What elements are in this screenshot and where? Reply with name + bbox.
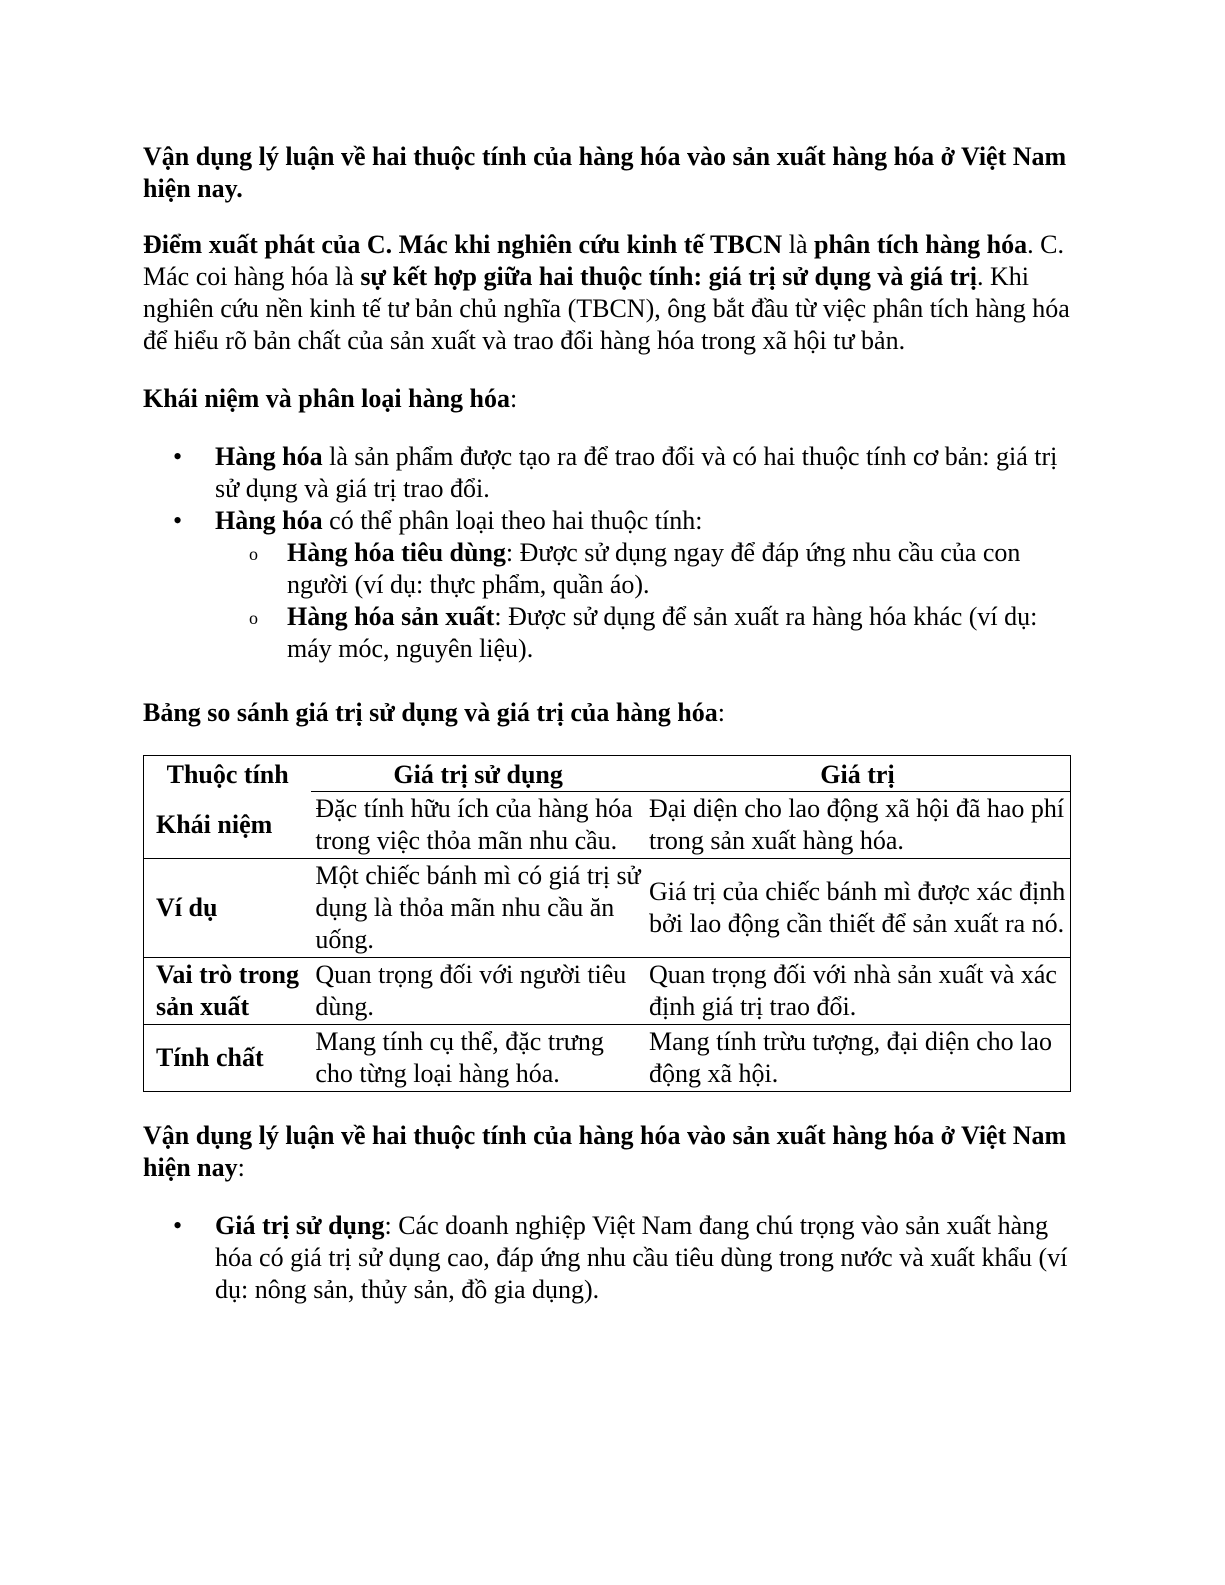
intro-bold-3: sự kết hợp giữa hai thuộc tính: giá trị sử dụng và giá trị	[360, 262, 977, 291]
table-header-cell: Giá trị	[645, 756, 1071, 792]
sublist-item-text: : Được sử dụng để sản xuất ra hàng hóa khác (ví dụ: máy móc, nguyên liệu).	[287, 602, 1038, 663]
list-item	[143, 441, 1073, 505]
bullet-icon: •	[173, 1211, 183, 1240]
intro-text-3: . Khi nghiên cứu nền kinh tế tư bản chủ nghĩa (TBCN), ông bắt đầu từ việc phân tích hàng hóa để hiểu rõ bản chất của sản xuất và trao đổi hàng hóa trong xã hội tư bản.	[143, 262, 1070, 355]
intro-bold-2: phân tích hàng hóa	[813, 230, 1028, 259]
table-row	[144, 1025, 1071, 1092]
table-cell: Quan trọng đối với nhà sản xuất và xác định giá trị trao đổi.	[645, 958, 1071, 1025]
document-title: Vận dụng lý luận về hai thuộc tính của hàng hóa vào sản xuất hàng hóa ở Việt Nam hiện nay.	[143, 142, 1067, 203]
table-cell: Vai trò trong sản xuất	[144, 958, 312, 1025]
application-heading-text: Vận dụng lý luận về hai thuộc tính của hàng hóa vào sản xuất hàng hóa ở Việt Nam hiện nay	[143, 1121, 1067, 1182]
table-cell: Quan trọng đối với người tiêu dùng.	[311, 958, 645, 1025]
list-item-text: : Các doanh nghiệp Việt Nam đang chú trọng vào sản xuất hàng hóa có giá trị sử dụng cao, đáp ứng nhu cầu tiêu dùng trong nước và xuất khẩu (ví dụ: nông sản, thủy sản, đồ gia dụng).	[215, 1211, 1068, 1304]
table-cell: Khái niệm	[156, 809, 273, 839]
list-item-bold: Giá trị sử dụng	[215, 1211, 385, 1240]
list-item-bold: Hàng hóa	[215, 442, 323, 471]
list-item-text: có thể phân loại theo hai thuộc tính:	[322, 506, 703, 535]
list-item	[143, 505, 1073, 665]
table-heading	[143, 697, 1073, 729]
list-item-bold: Hàng hóa	[215, 506, 323, 535]
application-list	[143, 1210, 1073, 1306]
sublist-item-text: : Được sử dụng ngay để đáp ứng nhu cầu của con người (ví dụ: thực phẩm, quần áo).	[287, 538, 1021, 599]
bullet-icon: •	[173, 442, 183, 471]
table-cell: Giá trị của chiếc bánh mì được xác định bởi lao động cần thiết để sản xuất ra nó.	[645, 859, 1071, 958]
application-heading	[143, 1120, 1073, 1184]
circle-bullet-icon: o	[249, 608, 258, 628]
concept-sublist	[215, 537, 1073, 665]
comparison-table	[143, 755, 1071, 1092]
table-cell: Đại diện cho lao động xã hội đã hao phí trong sản xuất hàng hóa.	[648, 794, 1065, 855]
concept-heading	[143, 383, 1073, 415]
list-item	[143, 1210, 1073, 1306]
application-heading-colon: :	[237, 1153, 245, 1182]
table-cell: Đặc tính hữu ích của hàng hóa trong việc thỏa mãn nhu cầu.	[315, 794, 633, 855]
bullet-icon: •	[173, 506, 183, 535]
table-heading-colon: :	[717, 698, 725, 727]
table-cell: Một chiếc bánh mì có giá trị sử dụng là thỏa mãn nhu cầu ăn uống.	[311, 859, 645, 958]
intro-text-2: . C. Mác coi hàng hóa là	[143, 230, 1064, 291]
sublist-item	[215, 537, 1073, 601]
circle-bullet-icon: o	[249, 544, 258, 564]
table-cell: Mang tính trừu tượng, đại diện cho lao động xã hội.	[645, 1025, 1071, 1092]
concept-list	[143, 441, 1073, 665]
table-cell: Mang tính cụ thể, đặc trưng cho từng loại hàng hóa.	[311, 1025, 645, 1092]
table-cell: Ví dụ	[144, 859, 312, 958]
table-row	[144, 792, 1071, 859]
table-cell: Tính chất	[144, 1025, 312, 1092]
sublist-item-bold: Hàng hóa sản xuất	[287, 602, 495, 631]
document-page	[143, 141, 1073, 1338]
table-row	[144, 958, 1071, 1025]
table-row	[144, 859, 1071, 958]
concept-heading-colon: :	[510, 384, 518, 413]
concept-heading-text: Khái niệm và phân loại hàng hóa	[143, 384, 510, 413]
intro-paragraph	[143, 229, 1073, 357]
table-header-cell: Giá trị sử dụng	[311, 756, 645, 792]
list-item-text: là sản phẩm được tạo ra để trao đổi và có hai thuộc tính cơ bản: giá trị sử dụng và giá trị trao đổi.	[215, 442, 1058, 503]
table-header-cell: Thuộc tính	[166, 760, 289, 790]
intro-text-1: là	[782, 230, 814, 259]
table-heading-text: Bảng so sánh giá trị sử dụng và giá trị của hàng hóa	[143, 698, 718, 727]
table-header-row	[144, 756, 1071, 792]
sublist-item	[215, 601, 1073, 665]
intro-bold-1: Điểm xuất phát của C. Mác khi nghiên cứu kinh tế TBCN	[143, 230, 783, 259]
sublist-item-bold: Hàng hóa tiêu dùng	[287, 538, 506, 567]
